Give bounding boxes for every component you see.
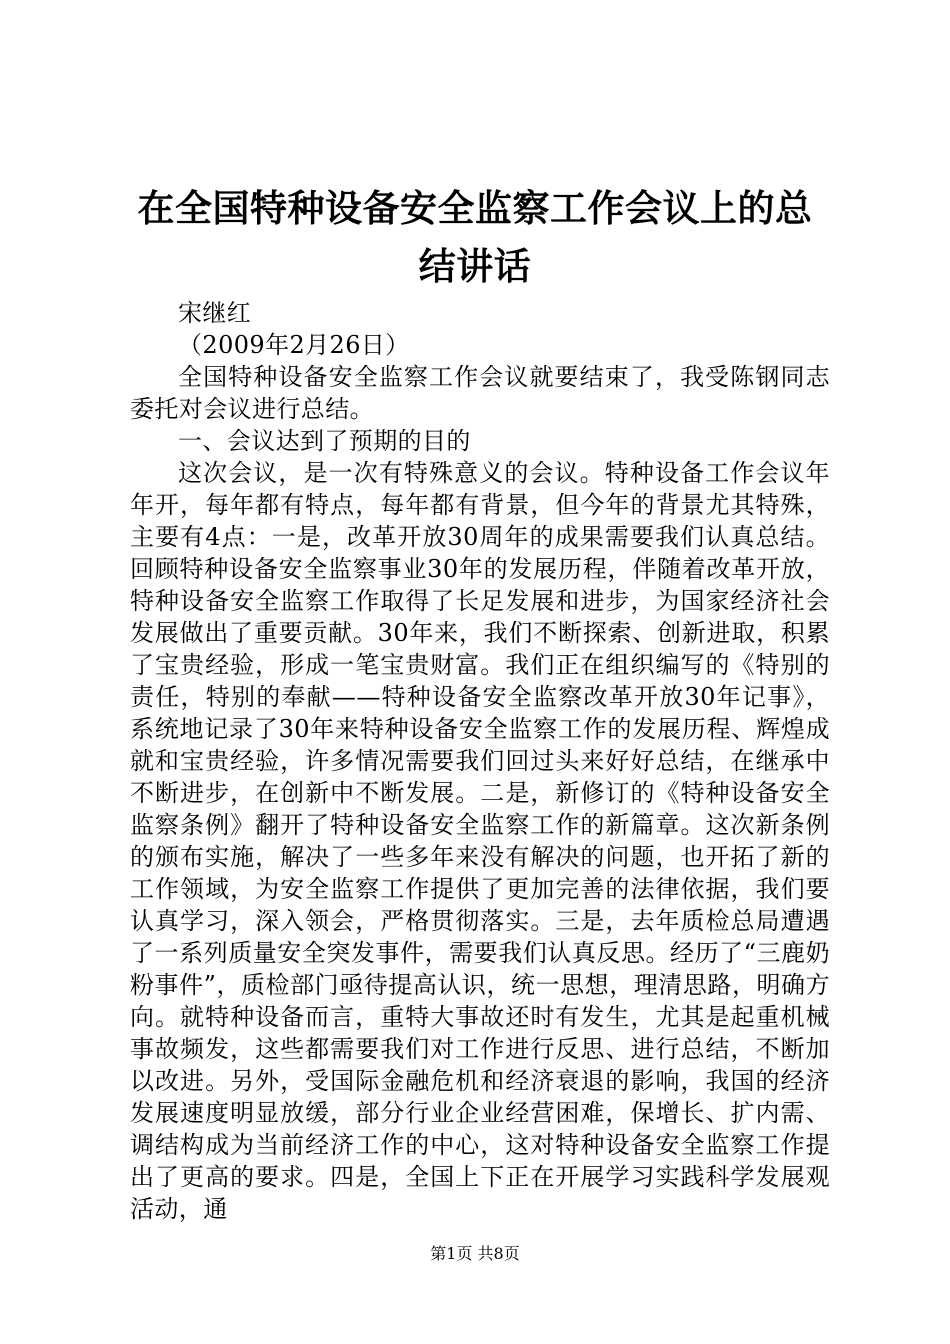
paragraph-intro: 全国特种设备安全监察工作会议就要结束了，我受陈钢同志委托对会议进行总结。 — [130, 363, 830, 423]
section-heading: 一、会议达到了预期的目的 — [178, 427, 471, 455]
paragraph-body: 这次会议，是一次有特殊意义的会议。特种设备工作会议年年开，每年都有特点，每年都有背景，但今年的背景尤其特殊，主要有4点：一是，改革开放30周年的成果需要我们认真总结。回顾特种设备安全监察事业30年的发展历程，伴随着改革开放，特种设备安全监察工作取得了长足发展和进步，为国家经济社会发展做出了重要贡献。30年来，我们不断探索、创新进取，积累了宝贵经验，形成一笔宝贵财富。我们正在组织编写的《特别的责任，特别的奉献——特种设备安全监察改革开放30年记事》，系统地记录了30年来特种设备安全监察工作的发展历程、辉煌成就和宝贵经验，许多情况需要我们回过头来好好总结，在继承中不断进步，在创新中不断发展。二是，新修订的《特种设备安全监察条例》翻开了特种设备安全监察工作的新篇章。这次新条例的颁布实施，解决了一些多年来没有解决的问题，也开拓了新的工作领域，为安全监察工作提供了更加完善的法律依据，我们要认真学习，深入领会，严格贯彻落实。三是，去年质检总局遭遇了一系列质量安全突发事件，需要我们认真反思。经历了“三鹿奶粉事件”，质检部门亟待提高认识，统一思想，理清思路，明确方向。就特种设备而言，重特大事故还时有发生，尤其是起重机械事故频发，这些都需要我们对工作进行反思、进行总结，不断加以改进。另外，受国际金融危机和经济衰退的影响，我国的经济发展速度明显放缓，部分行业企业经营困难，保增长、扩内需、调结构成为当前经济工作的中心，这对特种设备安全监察工作提出了更高的要求。四是，全国上下正在开展学习实践科学发展观活动，通 — [130, 459, 830, 1223]
document-title: 在全国特种设备安全监察工作会议上的总结讲话 — [137, 187, 813, 288]
page-footer: 第1页 共8页 — [430, 1244, 520, 1263]
document-body — [130, 297, 830, 1225]
author-line: 宋继红 — [178, 299, 252, 327]
date-line: （2009年2月26日） — [178, 331, 410, 359]
